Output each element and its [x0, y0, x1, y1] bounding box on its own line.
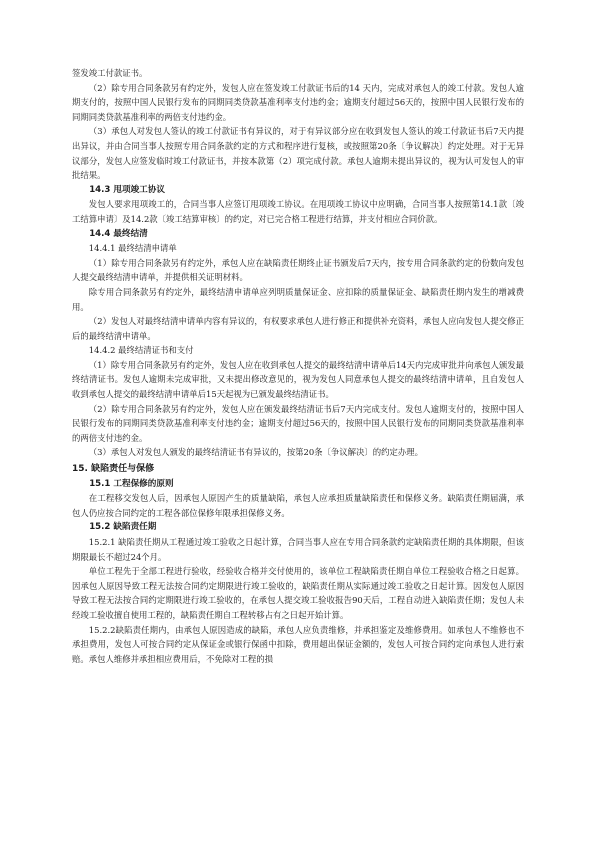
subsection-heading: 15.2 缺陷责任期 [89, 522, 157, 533]
paragraph: 15.2.2缺陷责任期内，由承包人原因造成的缺陷，承包人应负责维修，并承担鉴定及维修费用。如承包人不维修也不承担费用，发包人可按合同约定从保证金或银行保函中扣除，费用超出保证金额的，发包人可按合同约定向承包人进行索赔。承包人维修并承担相应费用后，不免除对工程的损 [72, 624, 524, 664]
paragraph: 在工程移交发包人后，因承包人原因产生的质量缺陷，承包人应承担质量缺陷责任和保修义务。缺陷责任期届满，承包人仍应按合同约定的工程各部位保修年限承担保修义务。 [72, 493, 524, 518]
paragraph: （2）除专用合同条款另有约定外，发包人应在颁发最终结清证书后7天内完成支付。发包人逾期支付的，按照中国人民银行发布的同期同类贷款基准利率支付违约金；逾期支付超过56天的，按照中国人民银行发布的同期同类贷款基准利率的两倍支付违约金。 [72, 403, 524, 443]
paragraph: （2）发包人对最终结清申请单内容有异议的，有权要求承包人进行修正和提供补充资料，承包人应向发包人提交修正后的最终结清申请单。 [72, 316, 524, 341]
subsection-heading: 15.1 工程保修的原则 [89, 478, 174, 489]
clause-heading: 14.4.2 最终结清证书和支付 [88, 345, 194, 356]
paragraph: 单位工程先于全部工程进行验收，经验收合格并交付使用的，该单位工程缺陷责任期自单位工程验收合格之日起算。因承包人原因导致工程无法按合同约定期限进行竣工验收的，缺陷责任期从实际通过竣工验收之日起计算。因发包人原因导致工程无法按合同约定期限进行竣工验收的，在承包人提交竣工验收报告90天后，工程自动进入缺陷责任期；发包人未经竣工验收擅自使用工程的，缺陷责任期自工程转移占有之日起开始计算。 [72, 566, 524, 620]
document-body [72, 66, 524, 666]
paragraph: （2）除专用合同条款另有约定外，发包人应在签发竣工付款证书后的14 天内，完成对承包人的竣工付款。发包人逾期支付的，按照中国人民银行发布的同期同类贷款基准利率支付违约金；逾期支付超过56天的，按照中国人民银行发布的同期同类贷款基准利率的两倍支付违约金。 [72, 82, 524, 122]
subsection-heading: 14.4 最终结清 [89, 228, 148, 239]
paragraph: （3）承包人对发包人签认的竣工付款证书有异议的，对于有异议部分应在收到发包人签认的竣工付款证书后7天内提出异议，并由合同当事人按照专用合同条款约定的方式和程序进行复核，或按照第20条〔争议解决〕约定处理。对于无异议部分，发包人应签发临时竣工付款证书，并按本款第（2）项完成付款。承包人逾期未提出异议的，视为认可发包人的审批结果。 [72, 126, 524, 181]
paragraph: 15.2.1 缺陷责任期从工程通过竣工验收之日起计算，合同当事人应在专用合同条款约定缺陷责任期的具体期限，但该期限最长不超过24个月。 [72, 537, 524, 562]
paragraph: 签发竣工付款证书。 [72, 68, 148, 78]
paragraph: （3）承包人对发包人颁发的最终结清证书有异议的，按第20条〔争议解决〕的约定办理。 [88, 447, 424, 458]
paragraph: 除专用合同条款另有约定外，最终结清申请单应列明质量保证金、应扣除的质量保证金、缺陷责任期内发生的增减费用。 [72, 286, 524, 312]
section-heading: 15. 缺陷责任与保修 [72, 464, 155, 475]
subsection-heading: 14.3 甩项竣工协议 [89, 184, 165, 195]
paragraph: （1）除专用合同条款另有约定外，承包人应在缺陷责任期终止证书颁发后7天内，按专用合同条款约定的份数向发包人提交最终结清申请单，并提供相关证明材料。 [72, 257, 524, 283]
paragraph: 发包人要求甩项竣工的，合同当事人应签订甩项竣工协议。在甩项竣工协议中应明确，合同当事人按照第14.1款〔竣工结算申请〕及14.2款〔竣工结算审核〕的约定，对已完合格工程进行结算，并支付相应合同价款。 [72, 199, 524, 224]
clause-heading: 14.4.1 最终结清申请单 [88, 243, 177, 254]
paragraph: （1）除专用合同条款另有约定外，发包人应在收到承包人提交的最终结清申请单后14天内完成审批并向承包人颁发最终结清证书。发包人逾期未完成审批，又未提出修改意见的，视为发包人同意承包人提交的最终结清申请单，且自发包人收到承包人提交的最终结清申请单后15天起视为已颁发最终结清证书。 [72, 359, 524, 400]
